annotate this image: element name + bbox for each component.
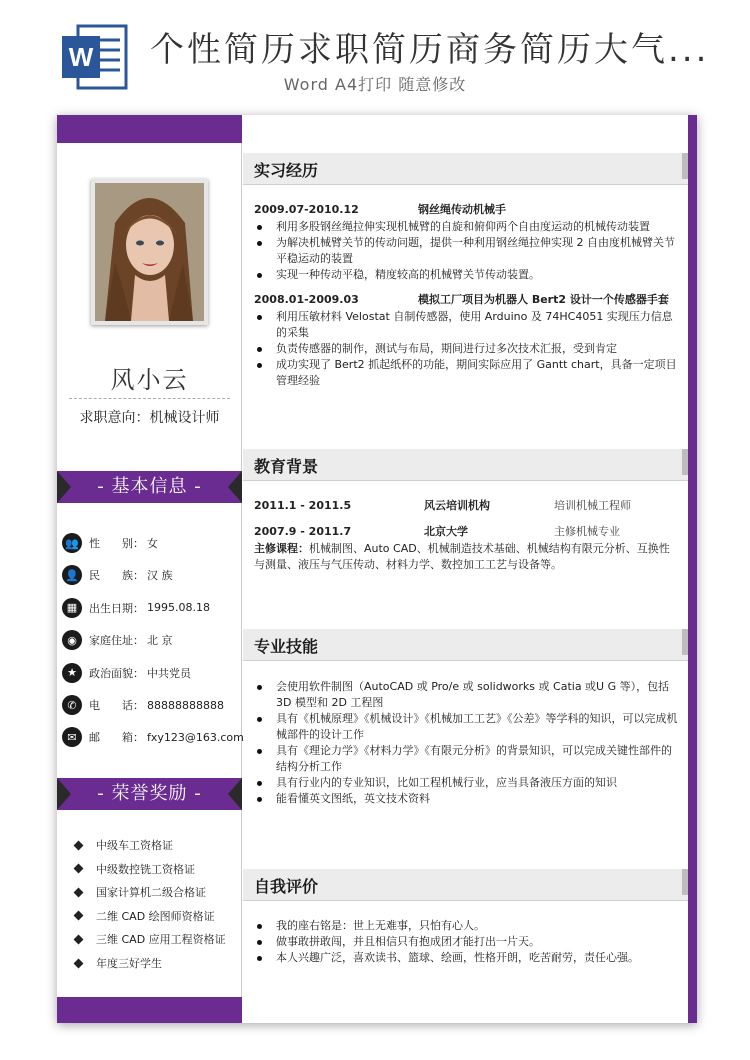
resume-main	[243, 115, 697, 1023]
document-subtitle: Word A4打印 随意修改	[283, 75, 467, 94]
info-value: 汉 族	[147, 569, 173, 583]
courses	[254, 541, 679, 573]
skills-block	[254, 679, 679, 807]
basic-info-heading: - 基本信息 -	[57, 471, 242, 503]
diamond-bullet-icon	[74, 958, 84, 968]
diamond-bullet-icon	[74, 840, 84, 850]
honor-label: 中级车工资格证	[96, 839, 173, 852]
phone-icon: ✆	[62, 695, 82, 715]
job-role: 模拟工厂项目为机器人 Bert2 设计一个传感器手套	[418, 293, 669, 306]
skills-title: 专业技能	[254, 637, 319, 656]
honor-label: 二维 CAD 绘图师资格证	[96, 909, 215, 923]
info-label: 电 话：	[89, 699, 144, 712]
info-row	[62, 596, 210, 620]
info-row	[62, 628, 173, 652]
profile-photo	[91, 179, 208, 325]
education-org: 北京大学	[424, 525, 468, 538]
job-date: 2008.01-2009.03	[254, 293, 359, 306]
skills-heading	[243, 629, 688, 661]
job-intent: 求职意向：机械设计师	[79, 410, 220, 426]
info-row	[62, 531, 158, 555]
info-label: 邮 箱：	[89, 731, 144, 745]
job-header	[254, 291, 679, 309]
list-item: 利用压敏材料 Velostat 自制传感器，使用 Arduino 及 74HC4051 实现压力信息的采集	[254, 309, 679, 341]
candidate-name: 风小云	[110, 366, 189, 394]
honor-item	[75, 955, 162, 971]
info-value: fxy123@163.com	[147, 730, 244, 744]
info-value: 女	[147, 537, 158, 550]
portrait-illustration	[95, 183, 204, 321]
right-accent-bar	[688, 115, 697, 1023]
honor-label: 三维 CAD 应用工程资格证	[96, 933, 226, 947]
document-header	[0, 0, 750, 108]
job-bullets	[254, 309, 679, 389]
job-role: 钢丝绳传动机械手	[418, 203, 506, 216]
honors-heading: - 荣誉奖励 -	[57, 778, 242, 810]
info-row	[62, 725, 244, 749]
education-major: 培训机械工程师	[554, 499, 631, 512]
info-value: 北 京	[147, 634, 173, 648]
badge-icon: ★	[62, 663, 82, 683]
diamond-bullet-icon	[74, 934, 84, 944]
name-divider	[69, 398, 230, 399]
self-eval-title: 自我评价	[254, 877, 319, 896]
education-date: 2011.1 - 2011.5	[254, 499, 352, 512]
list-item: 做事敢拼敢闯，并且相信只有抱成团才能打出一片天。	[254, 934, 679, 950]
info-row	[62, 693, 224, 717]
job-header	[254, 201, 679, 219]
heading-tab	[682, 629, 688, 655]
diamond-bullet-icon	[74, 864, 84, 874]
internship-heading	[243, 153, 688, 185]
heading-tab	[682, 153, 688, 179]
honor-label: 中级数控铣工资格证	[96, 862, 195, 876]
list-item: 成功实现了 Bert2 抓起纸杯的功能，期间实际应用了 Gantt chart，具备一定项目管理经验	[254, 357, 679, 389]
job-date: 2009.07-2010.12	[254, 203, 359, 216]
list-item: 负责传感器的制作，测试与布局，期间进行过多次技术汇报，受到肯定	[254, 341, 679, 357]
honor-label: 国家计算机二级合格证	[96, 886, 206, 900]
document-title: 个性简历求职简历商务简历大气...	[150, 30, 710, 70]
list-item: 实现一种传动平稳，精度较高的机械臂关节传动装置。	[254, 267, 679, 283]
list-item: 具有《机械原理》《机械设计》《机械加工工艺》《公差》等学科的知识，可以完成机械部件的设计工作	[254, 711, 679, 743]
resume-sidebar	[57, 115, 242, 1023]
honor-item	[75, 931, 226, 947]
honor-label: 年度三好学生	[96, 957, 162, 970]
list-item: 能看懂英文图纸，英文技术资料	[254, 791, 679, 807]
self-eval-heading	[243, 869, 688, 901]
calendar-icon: ▦	[62, 598, 82, 618]
diamond-bullet-icon	[74, 911, 84, 921]
word-icon-letter: W	[68, 42, 94, 72]
education-heading	[243, 449, 688, 481]
honor-item	[75, 837, 173, 853]
location-icon: ◉	[62, 630, 82, 650]
heading-tab	[682, 449, 688, 475]
sidebar-top-bar	[57, 115, 242, 143]
education-block	[254, 497, 679, 573]
info-value: 1995.08.18	[147, 601, 210, 615]
internship-title: 实习经历	[254, 161, 319, 180]
honor-item	[75, 861, 195, 877]
info-label: 出生日期：	[89, 601, 144, 615]
self-eval-block	[254, 918, 679, 966]
list-item: 会使用软件制图（AutoCAD 或 Pro/e 或 solidworks 或 Catia 或U G 等），包括 3D 模型和 2D 工程图	[254, 679, 679, 711]
skills-list	[254, 679, 679, 807]
list-item: 具有《理论力学》《材料力学》《有限元分析》的背景知识，可以完成关键性部件的结构分析工作	[254, 743, 679, 775]
resume-page	[57, 115, 697, 1023]
education-major: 主修机械专业	[554, 525, 620, 538]
ethnic-icon: 👤	[62, 565, 82, 585]
info-label: 民 族：	[89, 569, 144, 583]
info-value: 中共党员	[147, 666, 191, 680]
email-icon: ✉	[62, 727, 82, 747]
info-row	[62, 661, 191, 685]
info-row	[62, 563, 173, 587]
people-icon: 👥	[62, 533, 82, 553]
job-bullets	[254, 219, 679, 283]
courses-label: 主修课程：	[254, 542, 309, 555]
education-entry	[254, 497, 679, 515]
list-item: 利用多股钢丝绳拉伸实现机械臂的自旋和俯仰两个自由度运动的机械传动装置	[254, 219, 679, 235]
internship-block	[254, 201, 679, 389]
heading-tab	[682, 869, 688, 895]
education-date: 2007.9 - 2011.7	[254, 525, 352, 538]
diamond-bullet-icon	[74, 887, 84, 897]
list-item: 本人兴趣广泛，喜欢读书、篮球、绘画，性格开朗，吃苦耐劳，责任心强。	[254, 950, 679, 966]
list-item: 为解决机械臂关节的传动问题，提供一种利用钢丝绳拉伸实现 2 自由度机械臂关节平稳运动的装置	[254, 235, 679, 267]
info-label: 性 别：	[89, 537, 144, 550]
courses-text: 机械制图、Auto CAD、机械制造技术基础、机械结构有限元分析、互换性与测量、液压与气压传动、材料力学、数控加工工艺与设备等。	[254, 542, 670, 571]
sidebar-bottom-bar	[57, 997, 242, 1023]
info-label: 家庭住址：	[89, 634, 144, 648]
info-label: 政治面貌：	[89, 666, 144, 680]
education-entry	[254, 523, 679, 541]
list-item: 具有行业内的专业知识，比如工程机械行业，应当具备液压方面的知识	[254, 775, 679, 791]
honor-item	[75, 908, 215, 924]
education-org: 风云培训机构	[424, 499, 490, 512]
education-title: 教育背景	[254, 457, 319, 476]
list-item: 我的座右铭是：世上无难事，只怕有心人。	[254, 918, 679, 934]
info-value: 88888888888	[147, 698, 224, 712]
self-eval-list	[254, 918, 679, 966]
honor-item	[75, 884, 206, 900]
